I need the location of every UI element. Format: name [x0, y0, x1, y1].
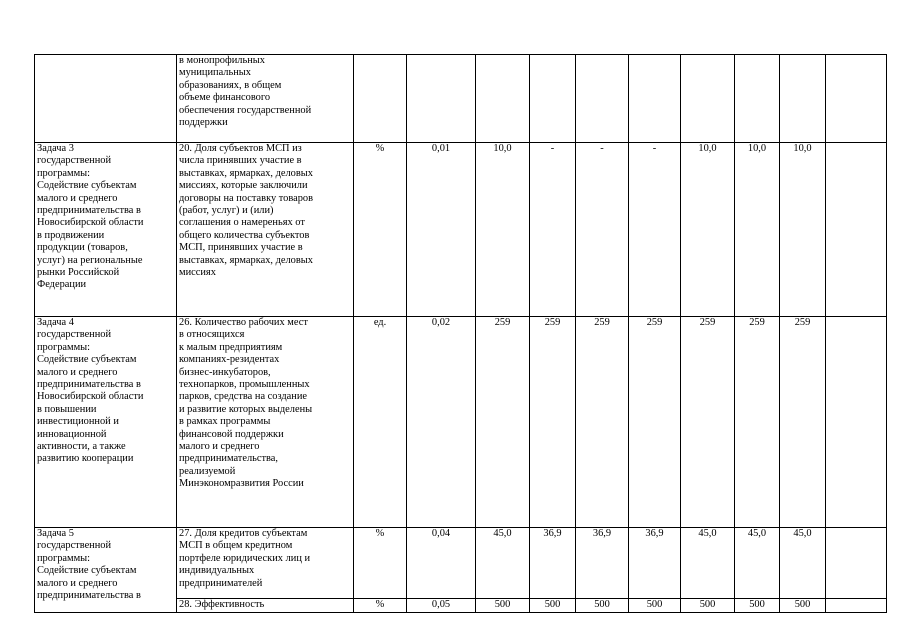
task-cell: Задача 4 государственной программы: Содействие субъектам малого и среднего предпринимательства в Новосибирской области в повышении инвестиционной и инновационной активности, а также развитию кооперации [35, 317, 177, 528]
unit-cell: ед. [354, 317, 407, 528]
value-cell [826, 528, 887, 599]
weight-cell: 0,02 [407, 317, 476, 528]
weight-cell: 0,05 [407, 599, 476, 613]
unit-cell [354, 55, 407, 143]
indicator-cell: в монопрофильных муниципальных образованиях, в общем объеме финансового обеспечения государственной поддержки [177, 55, 354, 143]
value-cell: 259 [576, 317, 629, 528]
unit-cell: % [354, 528, 407, 599]
indicator-cell: 28. Эффективность [177, 599, 354, 613]
value-cell: 259 [681, 317, 735, 528]
value-cell: 259 [476, 317, 530, 528]
value-cell: 259 [780, 317, 826, 528]
value-cell: 10,0 [476, 143, 530, 317]
value-cell: 45,0 [780, 528, 826, 599]
value-cell: 45,0 [476, 528, 530, 599]
value-cell: - [629, 143, 681, 317]
value-cell [681, 55, 735, 143]
task-cell [35, 55, 177, 143]
value-cell [826, 143, 887, 317]
weight-cell: 0,04 [407, 528, 476, 599]
value-cell: 259 [629, 317, 681, 528]
indicator-cell: 27. Доля кредитов субъектам МСП в общем кредитном портфеле юридических лиц и индивидуальных предпринимателей [177, 528, 354, 599]
value-cell: 500 [530, 599, 576, 613]
value-cell [476, 55, 530, 143]
table-row [35, 317, 887, 528]
weight-cell: 0,01 [407, 143, 476, 317]
value-cell: 500 [629, 599, 681, 613]
value-cell: 500 [576, 599, 629, 613]
value-cell [780, 55, 826, 143]
unit-cell: % [354, 599, 407, 613]
value-cell: 500 [780, 599, 826, 613]
task-cell: Задача 5 государственной программы: Содействие субъектам малого и среднего предпринимательства в [35, 528, 177, 613]
value-cell: 500 [735, 599, 780, 613]
value-cell: - [576, 143, 629, 317]
value-cell: 36,9 [576, 528, 629, 599]
value-cell: 10,0 [681, 143, 735, 317]
value-cell: 500 [681, 599, 735, 613]
table-row [35, 528, 887, 599]
weight-cell [407, 55, 476, 143]
value-cell [826, 599, 887, 613]
value-cell [530, 55, 576, 143]
value-cell [826, 317, 887, 528]
value-cell [629, 55, 681, 143]
value-cell: 36,9 [530, 528, 576, 599]
unit-cell: % [354, 143, 407, 317]
task-cell: Задача 3 государственной программы: Содействие субъектам малого и среднего предпринимательства в Новосибирской области в продвижении продукции (товаров, услуг) на региональные рынки Российской Федерации [35, 143, 177, 317]
value-cell: 259 [735, 317, 780, 528]
value-cell: 500 [476, 599, 530, 613]
value-cell [735, 55, 780, 143]
table-row [35, 55, 887, 143]
value-cell [826, 55, 887, 143]
value-cell: - [530, 143, 576, 317]
value-cell: 10,0 [780, 143, 826, 317]
value-cell: 10,0 [735, 143, 780, 317]
value-cell: 45,0 [735, 528, 780, 599]
value-cell: 36,9 [629, 528, 681, 599]
value-cell [576, 55, 629, 143]
table-row [35, 143, 887, 317]
indicator-cell: 20. Доля субъектов МСП из числа принявших участие в выставках, ярмарках, деловых миссиях, которые заключили договоры на поставку товаров (работ, услуг) и (или) соглашения о намереньях от общего количества субъектов МСП, принявших участие в выставках, ярмарках, деловых миссиях [177, 143, 354, 317]
value-cell: 259 [530, 317, 576, 528]
indicators-table [34, 54, 887, 613]
indicator-cell: 26. Количество рабочих мест в относящихся к малым предприятиям компаниях-резидентах бизнес-инкубаторов, технопарков, промышленных парков, средства на создание и развитие которых выделены в рамках программы финансовой поддержки малого и среднего предпринимательства, реализуемой Минэкономразвития России [177, 317, 354, 528]
value-cell: 45,0 [681, 528, 735, 599]
